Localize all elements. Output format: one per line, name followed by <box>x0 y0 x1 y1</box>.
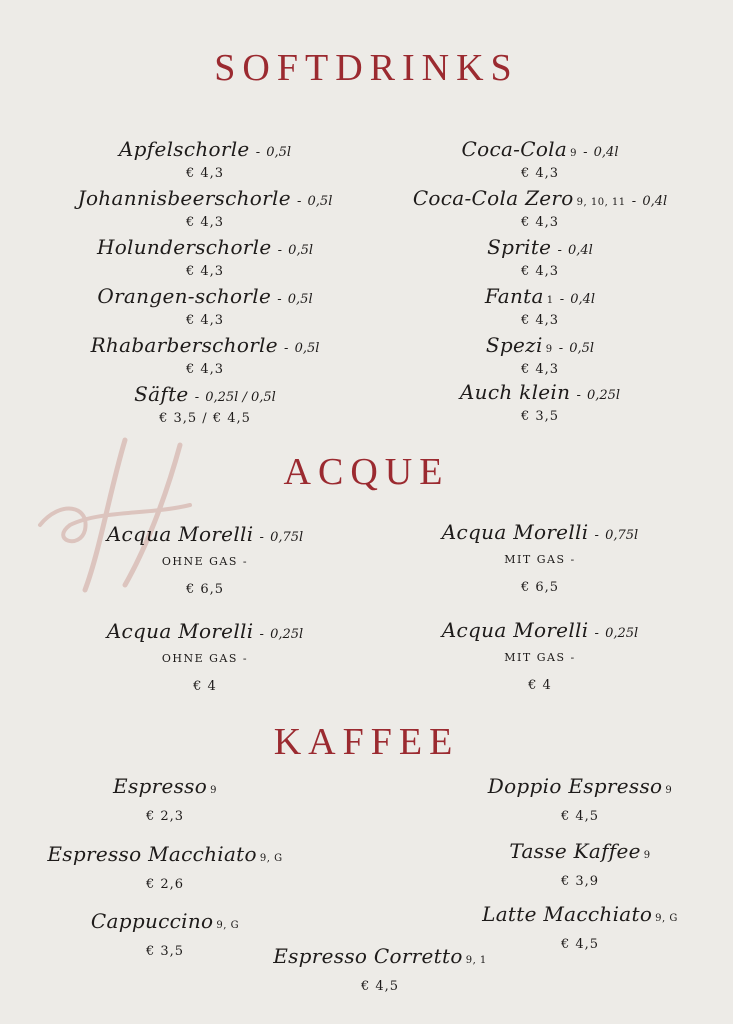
item-price: € 4,3 <box>520 313 560 329</box>
item-name: Espresso <box>113 774 208 798</box>
item-name: Latte Macchiato <box>482 902 653 926</box>
item-price: € 4,3 <box>185 362 225 378</box>
menu-item: Fanta 1 - 0,4l € 4,3 <box>484 284 596 329</box>
item-price: € 6,5 <box>185 582 225 598</box>
item-size: 0,4l <box>570 292 596 307</box>
item-size: 0,5l <box>294 341 320 356</box>
item-allergens: 9 <box>210 785 217 796</box>
item-price: € 4,3 <box>185 215 225 231</box>
item-price: € 2,3 <box>145 809 185 824</box>
item-price: € 4 <box>193 679 217 695</box>
item-price: € 4,3 <box>520 264 560 280</box>
item-name: Sprite <box>487 235 552 259</box>
item-price: € 4,5 <box>560 809 600 824</box>
menu-item: Rhabarberschorle - 0,5l € 4,3 <box>90 333 320 378</box>
kaffee-title: KAFFEE <box>273 721 460 763</box>
item-price: € 4,5 <box>360 979 400 994</box>
item-name: Acqua Morelli <box>441 520 589 544</box>
item-size: 0,4l <box>642 194 668 209</box>
item-price: € 4,3 <box>185 313 225 329</box>
menu-item: Acqua Morelli - 0,25l OHNE GAS - € 4 <box>106 619 304 695</box>
item-size: 0,75l <box>270 530 304 545</box>
item-allergens: 9, 10, 11 <box>576 197 626 208</box>
item-name: Coca-Cola Zero <box>412 186 574 210</box>
menu-item: Coca-Cola Zero 9, 10, 11 - 0,4l € 4,3 <box>412 186 668 231</box>
item-price: € 2,6 <box>145 877 185 892</box>
item-name: Tasse Kaffee <box>509 839 641 863</box>
softdrinks-title: SOFTDRINKS <box>214 47 519 89</box>
item-name: Rhabarberschorle <box>90 333 278 357</box>
menu-item: Johannisbeerschorle - 0,5l € 4,3 <box>77 186 333 231</box>
item-allergens: 9 <box>643 850 651 861</box>
menu-item: Apfelschorle - 0,5l € 4,3 <box>118 137 292 182</box>
item-note: MIT GAS - <box>504 651 576 665</box>
item-note: MIT GAS - <box>504 553 576 567</box>
menu-item: Orangen-schorle - 0,5l € 4,3 <box>97 284 313 329</box>
item-price: € 4 <box>528 678 552 694</box>
item-allergens: 9 <box>545 344 553 355</box>
item-size: 0,75l <box>605 528 639 543</box>
item-name: Acqua Morelli <box>441 618 589 642</box>
item-name: Orangen-schorle <box>97 284 272 308</box>
item-price: € 4,5 <box>560 937 600 952</box>
item-name: Doppio Espresso <box>487 774 663 798</box>
item-name: Säfte <box>134 382 189 406</box>
menu-item <box>40 775 290 824</box>
item-size: 0,5l <box>287 292 313 307</box>
item-allergens: 9, G <box>259 853 283 864</box>
item-name: Fanta <box>484 284 544 308</box>
menu-item: Holunderschorle - 0,5l € 4,3 <box>96 235 314 280</box>
menu-item: Spezi 9 - 0,5l € 4,3 <box>485 333 595 378</box>
item-allergens: 9, 1 <box>465 955 487 966</box>
item-size: 0,25l <box>270 627 304 642</box>
menu-item: Sprite - 0,4l € 4,3 <box>487 235 593 280</box>
acque-title: ACQUE <box>283 451 450 493</box>
item-name: Apfelschorle <box>118 137 250 161</box>
item-note: OHNE GAS - <box>161 652 249 666</box>
menu-item <box>30 843 300 892</box>
item-price: € 3,5 <box>145 944 185 959</box>
item-allergens: 1 <box>546 295 554 306</box>
item-name: Espresso Macchiato <box>47 842 257 866</box>
item-name: Espresso Corretto <box>273 944 463 968</box>
item-size: 0,5l <box>266 145 292 160</box>
item-price: € 3,5 / € 4,5 <box>159 411 251 427</box>
menu-item: Acqua Morelli - 0,75l MIT GAS - € 6,5 <box>441 520 639 596</box>
item-size: 0,25l <box>605 626 639 641</box>
item-price: € 4,3 <box>520 215 560 231</box>
menu-item <box>245 945 515 994</box>
menu-item: Auch klein - 0,25l € 3,5 <box>459 380 621 425</box>
item-price: € 4,3 <box>185 166 225 182</box>
item-name: Coca-Cola <box>461 137 568 161</box>
item-note: OHNE GAS - <box>161 555 249 569</box>
menu-item: Acqua Morelli - 0,25l MIT GAS - € 4 <box>441 618 639 694</box>
item-size: 0,5l <box>569 341 595 356</box>
menu-item <box>460 775 700 824</box>
item-price: € 6,5 <box>520 580 560 596</box>
item-price: € 4,3 <box>185 264 225 280</box>
item-size: 0,5l <box>288 243 314 258</box>
item-price: € 4,3 <box>520 362 560 378</box>
item-size: 0,4l <box>567 243 593 258</box>
item-allergens: 9, G <box>655 913 678 924</box>
item-size: 0,25l <box>586 388 621 403</box>
item-size: 0,25l / 0,5l <box>205 390 276 405</box>
item-price: € 4,3 <box>520 166 560 182</box>
item-name: Auch klein <box>459 380 571 404</box>
item-allergens: 9, G <box>216 920 240 931</box>
item-name: Cappuccino <box>90 909 214 933</box>
item-allergens: 9 <box>665 785 673 796</box>
item-size: 0,5l <box>307 194 333 209</box>
item-price: € 3,5 <box>520 409 560 425</box>
menu-item: Säfte - 0,25l / 0,5l € 3,5 / € 4,5 <box>134 382 276 427</box>
item-name: Johannisbeerschorle <box>77 186 291 210</box>
item-size: 0,4l <box>593 145 619 160</box>
item-price: € 3,9 <box>560 874 600 889</box>
menu-item: Coca-Cola 9 - 0,4l € 4,3 <box>461 137 619 182</box>
item-name: Acqua Morelli <box>106 619 254 643</box>
item-name: Spezi <box>485 333 543 357</box>
menu-item: Acqua Morelli - 0,75l OHNE GAS - € 6,5 <box>106 522 304 598</box>
item-name: Acqua Morelli <box>106 522 254 546</box>
item-allergens: 9 <box>570 148 577 159</box>
item-name: Holunderschorle <box>96 235 272 259</box>
menu-item <box>460 840 700 889</box>
